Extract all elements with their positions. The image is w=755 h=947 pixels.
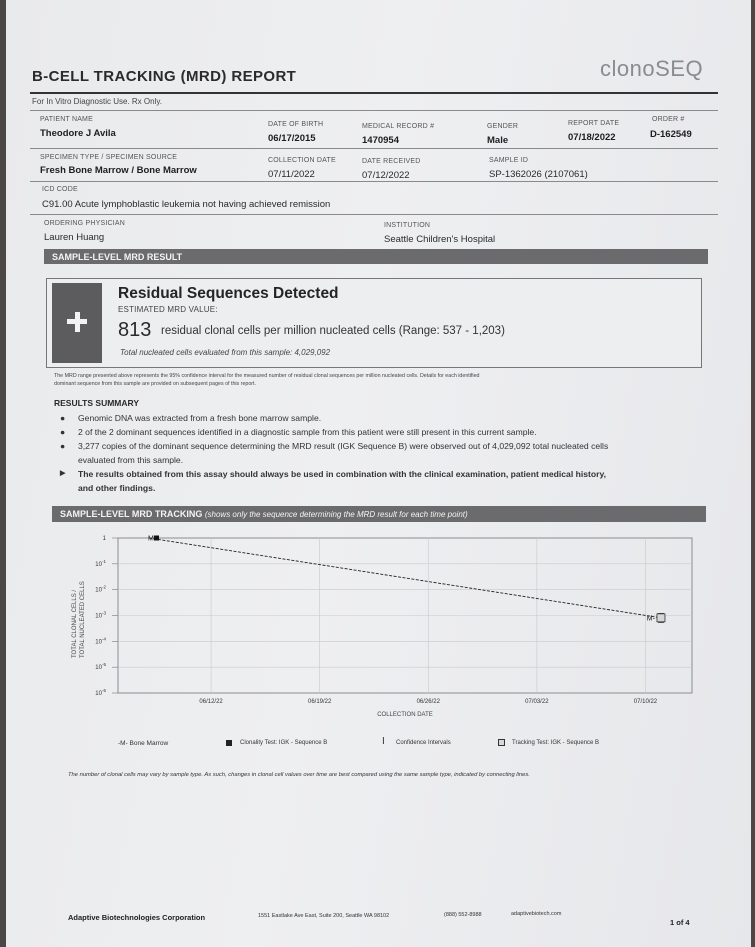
y-tick-exponent: -1 xyxy=(101,558,106,564)
x-axis-label: COLLECTION DATE xyxy=(377,712,433,718)
footer-address: 1551 Eastlake Ave East, Suite 200, Seattle WA 98102 xyxy=(258,913,390,919)
y-tick-exponent: -3 xyxy=(101,610,106,616)
x-tick-label: 07/10/22 xyxy=(633,699,658,705)
collection-date-label: COLLECTION DATE xyxy=(268,157,336,164)
total-cells: Total nucleated cells evaluated from this sample: 4,029,092 xyxy=(120,348,331,357)
institution: Seattle Children's Hospital xyxy=(384,234,496,245)
confidence-interval-icon: I xyxy=(382,736,385,747)
header-rule xyxy=(30,92,718,94)
y-tick-label: $10^{-6}$ xyxy=(95,688,106,697)
results-summary-list xyxy=(56,411,716,495)
list-item: evaluated from this sample. xyxy=(78,455,184,465)
mrd-range-note-2: dominant sequence from this sample are provided on subsequent pages of this report. xyxy=(54,381,256,387)
ordering-physician: Lauren Huang xyxy=(44,232,105,243)
list-item: and other findings. xyxy=(78,483,156,493)
x-tick-label: 07/03/22 xyxy=(525,699,549,705)
footer-website: adaptivebiotech.com xyxy=(511,911,562,917)
y-tick-label: $10^{-1}$ xyxy=(95,558,106,568)
mrd-tracking-section-bar xyxy=(52,506,706,522)
report-title: B-CELL TRACKING (MRD) REPORT xyxy=(32,68,297,85)
icd-label: ICD CODE xyxy=(42,186,78,193)
x-tick-label: 06/26/22 xyxy=(416,699,440,705)
series-marker-label: M xyxy=(148,535,154,543)
y-axis-label-2: TOTAL NUCLEATED CELLS xyxy=(80,581,86,658)
gender: Male xyxy=(487,135,509,146)
institution-label: INSTITUTION xyxy=(384,222,431,229)
y-tick-label: $10^{-4}$ xyxy=(95,636,106,646)
mrd-result-section-bar: SAMPLE-LEVEL MRD RESULT xyxy=(44,249,708,264)
date-received-label: DATE RECEIVED xyxy=(362,158,421,165)
mrn-label: MEDICAL RECORD # xyxy=(362,123,435,130)
series xyxy=(148,536,665,623)
usage-note: For In Vitro Diagnostic Use. Rx Only. xyxy=(32,97,162,106)
clonality-test-point xyxy=(154,536,159,541)
y-tick-label: $10^{-3}$ xyxy=(95,610,106,620)
y-tick-label: 1 xyxy=(102,536,106,542)
y-axis xyxy=(95,536,118,697)
results-summary-title: RESULTS SUMMARY xyxy=(54,398,139,408)
report-date-label: REPORT DATE xyxy=(568,120,620,127)
x-tick-label: 06/19/22 xyxy=(307,699,332,705)
clonoseq-logo: clonoSEQ xyxy=(600,56,704,81)
result-heading: Residual Sequences Detected xyxy=(118,285,339,302)
tracking-test-icon xyxy=(498,739,505,746)
dob: 06/17/2015 xyxy=(268,133,316,144)
grid xyxy=(118,535,692,693)
mrd-tracking-chart xyxy=(62,526,712,726)
list-item: ● 3,277 copies of the dominant sequence determining the MRD result (IGK Sequence B) were observed out of 4,029,092 total nucleated cells xyxy=(60,441,609,451)
tracking-footnote: The number of clonal cells may vary by sample type. As such, changes in clonal cell values over time are best compared using the same sample type, indicated by connecting lines. xyxy=(68,772,530,778)
legend-confidence: Confidence Intervals xyxy=(396,740,451,746)
page-number: 1 of 4 xyxy=(670,918,690,927)
plus-icon xyxy=(52,283,102,363)
x-axis xyxy=(199,699,657,705)
list-item: ▶ The results obtained from this assay should always be used in combination with the clinical examination, patient medical history, xyxy=(60,469,606,479)
y-axis-label: TOTAL CLONAL CELLS / xyxy=(72,589,78,658)
collection-date: 07/11/2022 xyxy=(268,169,315,180)
legend-clonality: Clonality Test: IGK - Sequence B xyxy=(240,740,328,746)
dob-label: DATE OF BIRTH xyxy=(268,121,324,128)
mrd-range-note-1: The MRD range presented above represents the 95% confidence interval for the measured number of residual clonal sequences per million nucleated cells. Details for each identified xyxy=(54,373,480,379)
report-page xyxy=(6,0,751,947)
legend-tracking: Tracking Test: IGK - Sequence B xyxy=(512,740,600,746)
x-tick-label: 06/12/22 xyxy=(199,699,223,705)
sample-id: SP-1362026 (2107061) xyxy=(489,169,588,180)
y-tick-exponent: -5 xyxy=(101,662,106,668)
specimen-label: SPECIMEN TYPE / SPECIMEN SOURCE xyxy=(40,154,178,161)
series-line xyxy=(148,535,661,618)
patient-name: Theodore J Avila xyxy=(40,128,116,139)
footer-company: Adaptive Biotechnologies Corporation xyxy=(68,913,206,922)
y-tick-exponent: -6 xyxy=(101,688,106,693)
list-item: ● 2 of the 2 dominant sequences identified in a diagnostic sample from this patient were still present in this current sample. xyxy=(60,427,537,437)
series-marker-label: M- xyxy=(646,615,655,623)
physician-label: ORDERING PHYSICIAN xyxy=(44,220,125,227)
y-tick-label: $10^{-5}$ xyxy=(95,662,106,672)
specimen: Fresh Bone Marrow / Bone Marrow xyxy=(40,165,197,176)
chart-legend xyxy=(118,738,678,752)
tracking-title: SAMPLE-LEVEL MRD TRACKING xyxy=(60,509,203,519)
y-tick-label: $10^{-2}$ xyxy=(95,584,106,594)
gender-label: GENDER xyxy=(487,123,519,130)
list-item: ● Genomic DNA was extracted from a fresh bone marrow sample. xyxy=(60,413,322,423)
patient-name-label: PATIENT NAME xyxy=(40,116,93,123)
legend-bone-marrow: -M- Bone Marrow xyxy=(118,740,169,747)
order-number: D-162549 xyxy=(650,129,692,140)
sample-id-label: SAMPLE ID xyxy=(489,157,529,164)
tracking-test-point xyxy=(657,614,665,622)
order-label: ORDER # xyxy=(652,116,685,123)
estimate-label: ESTIMATED MRD VALUE: xyxy=(118,305,218,314)
y-tick-exponent: -2 xyxy=(101,584,106,590)
date-received: 07/12/2022 xyxy=(362,170,410,181)
mrn: 1470954 xyxy=(362,135,399,146)
report-date: 07/18/2022 xyxy=(568,132,616,143)
clonality-test-icon xyxy=(226,740,232,746)
tracking-note: (shows only the sequence determining the MRD result for each time point) xyxy=(204,510,468,519)
y-tick-exponent: -4 xyxy=(101,636,106,642)
mrd-value-text: residual clonal cells per million nucleated cells (Range: 537 - 1,203) xyxy=(161,325,505,337)
mrd-value: 813 xyxy=(118,319,152,341)
footer-phone: (888) 552-8988 xyxy=(444,912,482,918)
icd-code: C91.00 Acute lymphoblastic leukemia not having achieved remission xyxy=(42,199,331,210)
